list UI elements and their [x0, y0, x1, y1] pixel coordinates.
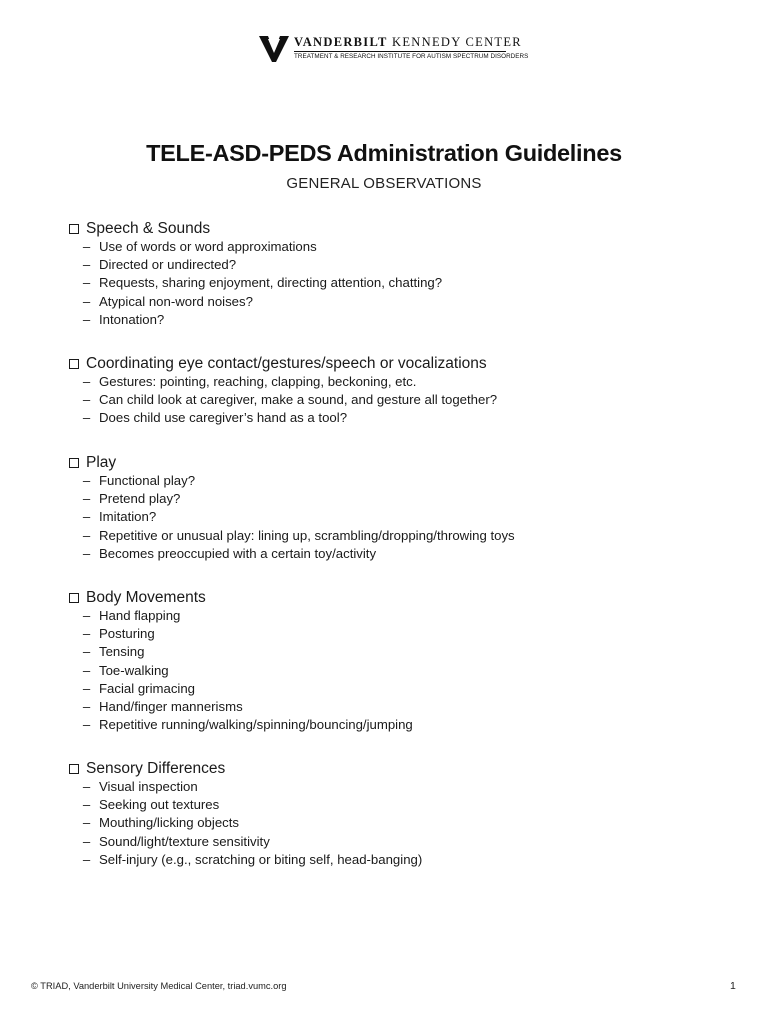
dash-icon: – — [82, 717, 91, 733]
section-body-movements — [68, 588, 748, 734]
list-item — [68, 256, 748, 274]
list-item — [68, 490, 748, 508]
item-list — [68, 373, 748, 428]
section-heading — [68, 453, 748, 473]
vanderbilt-v-oak-leaf-icon — [259, 36, 289, 62]
dash-icon: – — [82, 392, 91, 408]
section-play — [68, 453, 748, 563]
dash-icon: – — [82, 662, 91, 678]
list-item-text: Imitation? — [99, 509, 157, 525]
list-item-text: Hand/finger mannerisms — [99, 698, 243, 714]
section-heading — [68, 219, 748, 239]
list-item-text: Posturing — [99, 626, 155, 642]
list-item-text: Repetitive or unusual play: lining up, scrambling/dropping/throwing toys — [99, 527, 515, 543]
list-item-text: Becomes preoccupied with a certain toy/activity — [99, 545, 377, 561]
dash-icon: – — [82, 608, 91, 623]
checkbox-icon — [69, 458, 79, 468]
dash-icon: – — [82, 779, 91, 794]
dash-icon: – — [82, 797, 91, 813]
dash-icon: – — [82, 374, 91, 389]
list-item-text: Repetitive running/walking/spinning/bouncing/jumping — [99, 717, 413, 733]
logo-tagline: TREATMENT & RESEARCH INSTITUTE FOR AUTISM SPECTRUM DISORDERS — [294, 53, 529, 60]
dash-icon: – — [82, 680, 91, 696]
list-item-text: Mouthing/licking objects — [99, 815, 240, 831]
dash-icon: – — [82, 545, 91, 561]
list-item-text: Directed or undirected? — [99, 257, 237, 273]
list-item-text: Facial grimacing — [99, 680, 196, 696]
item-list — [68, 238, 748, 329]
checkbox-icon — [69, 764, 79, 774]
list-item — [68, 680, 748, 698]
list-item-text: Atypical non-word noises? — [99, 293, 253, 309]
dash-icon: – — [82, 293, 91, 309]
list-item-text: Sound/light/texture sensitivity — [99, 833, 270, 849]
section-heading-label: Play — [86, 454, 117, 471]
list-item — [68, 527, 748, 545]
list-item-text: Requests, sharing enjoyment, directing attention, chatting? — [99, 275, 443, 291]
list-item-text: Hand flapping — [99, 608, 181, 623]
footer-copyright: © TRIAD, Vanderbilt University Medical Center, triad.vumc.org — [31, 981, 287, 991]
dash-icon: – — [82, 275, 91, 291]
dash-icon: – — [82, 473, 91, 488]
dash-icon: – — [82, 239, 91, 254]
list-item-text: Functional play? — [99, 473, 196, 488]
logo-name-bold: VANDERBILT — [294, 35, 388, 49]
list-item — [68, 796, 748, 814]
list-item — [68, 698, 748, 716]
item-list — [68, 778, 748, 869]
page-number: 1 — [730, 980, 736, 992]
list-item — [68, 662, 748, 680]
checkbox-icon — [69, 593, 79, 603]
dash-icon: – — [82, 410, 91, 426]
list-item-text: Gestures: pointing, reaching, clapping, beckoning, etc. — [99, 374, 417, 389]
list-item — [68, 814, 748, 832]
list-item-text: Seeking out textures — [99, 797, 220, 813]
list-item-text: Tensing — [99, 644, 145, 660]
section-heading-label: Coordinating eye contact/gestures/speech or vocalizations — [86, 355, 487, 372]
list-item — [68, 293, 748, 311]
dash-icon: – — [82, 851, 91, 867]
list-item — [68, 274, 748, 292]
list-item-text: Use of words or word approximations — [99, 239, 317, 254]
section-heading-label: Speech & Sounds — [86, 220, 211, 237]
list-item — [68, 833, 748, 851]
page-subtitle: GENERAL OBSERVATIONS — [286, 175, 482, 192]
list-item — [68, 643, 748, 661]
list-item — [68, 409, 748, 427]
list-item — [68, 472, 748, 490]
section-heading — [68, 354, 748, 374]
section-heading — [68, 759, 748, 779]
list-item — [68, 238, 748, 256]
dash-icon: – — [82, 491, 91, 507]
section-speech-sounds — [68, 219, 748, 329]
dash-icon: – — [82, 644, 91, 660]
list-item — [68, 607, 748, 625]
vanderbilt-kennedy-center-logo — [259, 35, 529, 65]
section-sensory-differences — [68, 759, 748, 869]
item-list — [68, 607, 748, 734]
logo-name — [294, 35, 522, 50]
list-item — [68, 716, 748, 734]
section-heading-label: Sensory Differences — [86, 760, 226, 777]
logo-name-rest: KENNEDY CENTER — [392, 35, 522, 49]
list-item — [68, 851, 748, 869]
list-item — [68, 391, 748, 409]
item-list — [68, 472, 748, 563]
page-title: TELE-ASD-PEDS Administration Guidelines — [146, 140, 622, 166]
list-item-text: Can child look at caregiver, make a sound, and gesture all together? — [99, 392, 498, 408]
dash-icon: – — [82, 626, 91, 642]
list-item-text: Pretend play? — [99, 491, 181, 507]
section-heading-label: Body Movements — [86, 589, 206, 606]
list-item-text: Intonation? — [99, 311, 165, 327]
logo-divider — [294, 51, 506, 52]
checkbox-icon — [69, 359, 79, 369]
dash-icon: – — [82, 815, 91, 831]
list-item-text: Does child use caregiver’s hand as a tool? — [99, 410, 348, 426]
dash-icon: – — [82, 698, 91, 714]
dash-icon: – — [82, 509, 91, 525]
dash-icon: – — [82, 527, 91, 543]
dash-icon: – — [82, 311, 91, 327]
dash-icon: – — [82, 257, 91, 273]
list-item — [68, 778, 748, 796]
list-item-text: Visual inspection — [99, 779, 198, 794]
list-item — [68, 545, 748, 563]
dash-icon: – — [82, 833, 91, 849]
list-item — [68, 311, 748, 329]
section-coordinating — [68, 354, 748, 428]
list-item — [68, 373, 748, 391]
list-item-text: Self-injury (e.g., scratching or biting self, head-banging) — [99, 851, 423, 867]
list-item-text: Toe-walking — [99, 662, 169, 678]
list-item — [68, 625, 748, 643]
list-item — [68, 508, 748, 526]
section-heading — [68, 588, 748, 608]
checkbox-icon — [69, 224, 79, 234]
